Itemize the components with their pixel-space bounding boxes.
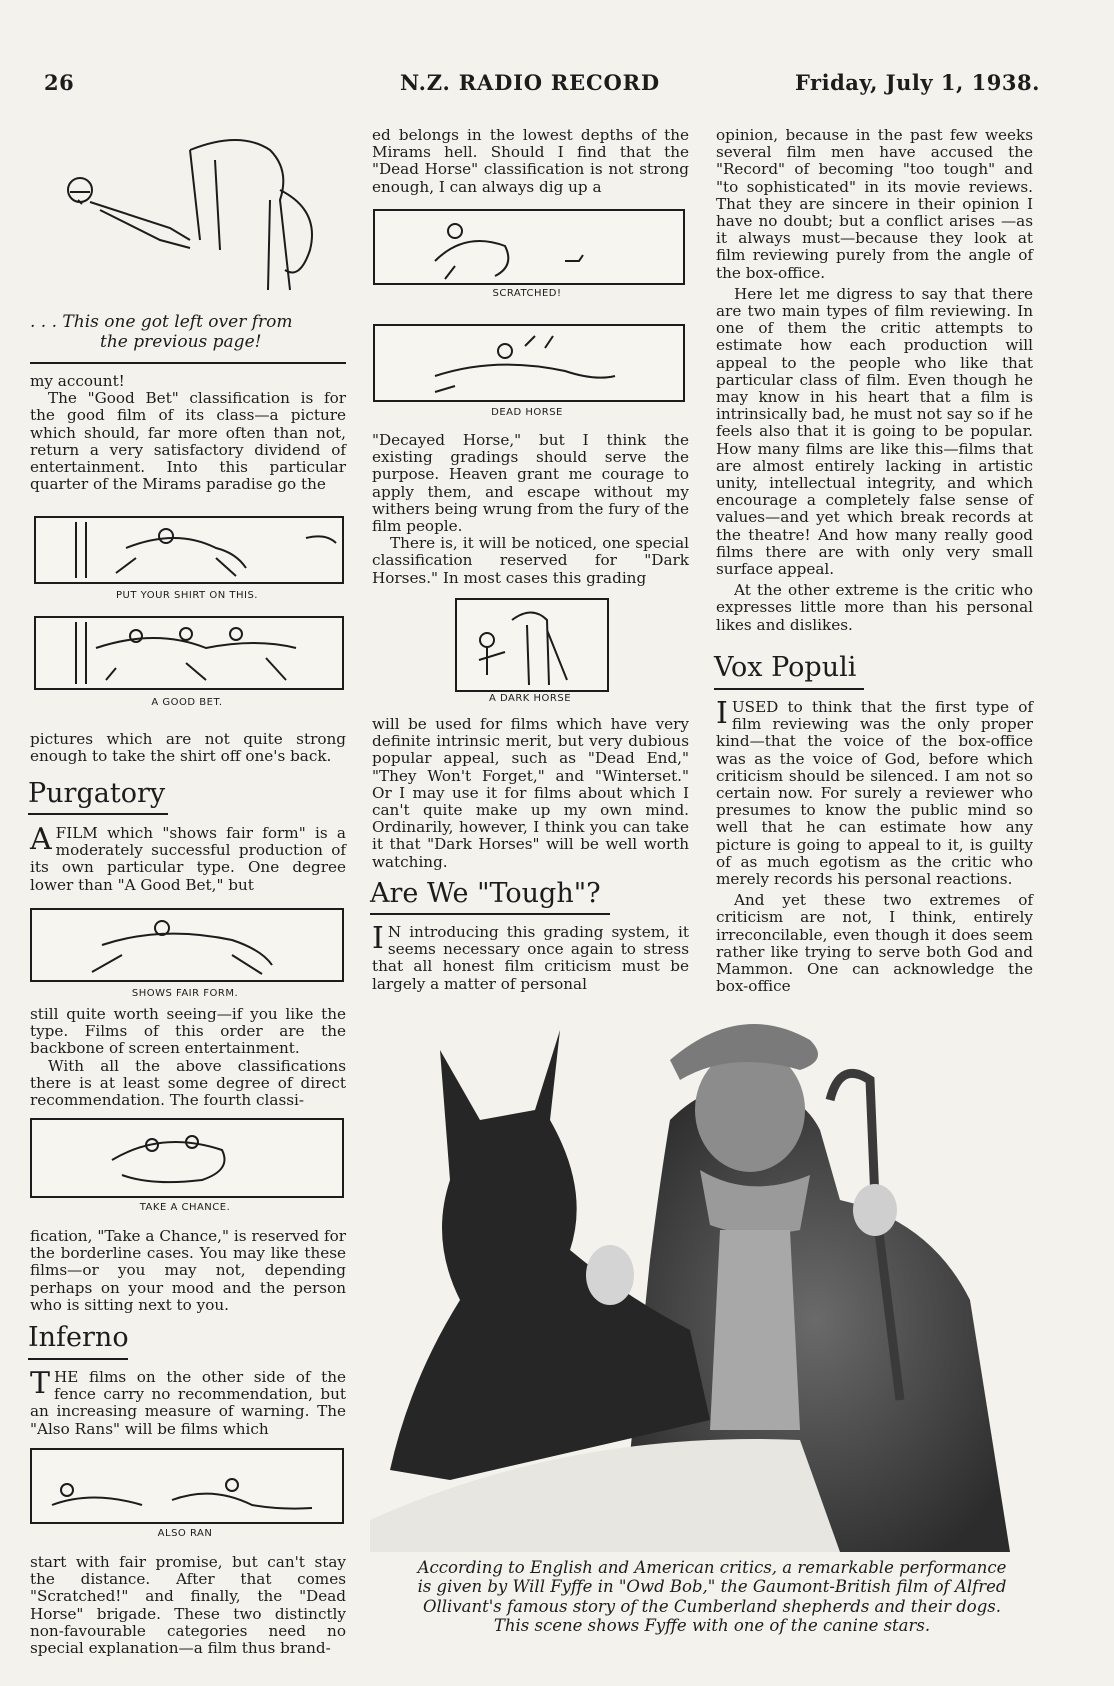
col3-p2: Here let me digress to say that there are two main types of film reviewing. In one of them the critic attempts to estimate how each production will appeal to the people who like that particular class of film. Even though he may know in his heart that a film is intrinsically bad, he must not say so if he feels also that it is going to be popular. How many films are like this—films that are almost entirely lacking in artistic unity, intellectual integrity, and which encourage a completely false sense of values—and yet which break records at the theatre! And how many really good films there are with only very small surface appeal. — [716, 284, 1033, 579]
cartoon-scratched — [373, 209, 685, 285]
col2-text-b — [372, 432, 689, 587]
heading-purgatory: Purgatory — [28, 778, 166, 809]
col2-p1: ed belongs in the lowest depths of the Mirams hell. Should I find that the "Dead Horse" classification is not strong enough, I can always dig up a — [372, 126, 689, 196]
vox-drop-cap: I — [716, 696, 728, 731]
cartoon-fair-form — [30, 908, 344, 982]
heading-vox-populi: Vox Populi — [714, 652, 857, 683]
top-cartoon-caption-2: the previous page! — [100, 332, 262, 352]
col2-p3: There is, it will be noticed, one special classification reserved for "Dark Horses." In most cases this grading — [372, 534, 689, 587]
cartoon-dead-horse-caption: DEAD HORSE — [491, 407, 563, 418]
cartoon-take-chance — [30, 1118, 344, 1198]
caption-rule — [30, 362, 346, 364]
col3-text-a — [716, 127, 1033, 634]
heading-vox-rule — [714, 688, 864, 690]
publication-title: N.Z. RADIO RECORD — [400, 70, 660, 95]
col3-p1: opinion, because in the past few weeks several film men have accused the "Record" of becoming "too tough" and "to sophisticated" in its movie reviews. That they are sincere in their opinion I have no doubt; but a conflict arises —as it always must—because they look at film reviewing purely from the angle of the box-office. — [716, 126, 1033, 282]
cartoon-good-bet — [34, 616, 344, 690]
inferno-body: HE films on the other side of the fence carry no recommendation, but an increasing measure of warning. The "Also Rans" will be films which — [30, 1368, 346, 1438]
cartoon-also-ran — [30, 1448, 344, 1524]
cartoon-shirt — [34, 516, 344, 584]
col1-p1: my account! — [30, 372, 125, 390]
col2-tough-text — [372, 921, 689, 993]
col1-text-b — [30, 731, 346, 765]
cartoon-good-bet-caption: A GOOD BET. — [151, 697, 223, 708]
heading-inferno: Inferno — [28, 1322, 129, 1353]
issue-date: Friday, July 1, 1938. — [795, 70, 1040, 95]
col2-text-a — [372, 127, 689, 196]
photo-fyffe-with-dog — [370, 1000, 1040, 1552]
col1-inferno-text — [30, 1366, 346, 1438]
page-number: 26 — [44, 70, 75, 95]
col1-p2: The "Good Bet" classification is for the good film of its class—a picture which should, far more often than not, return a very satisfactory dividend of entertainment. Into this particular quarter of the Mirams paradise go the — [30, 389, 346, 494]
col1-text-a — [30, 373, 346, 493]
inferno-drop-cap: T — [30, 1366, 51, 1401]
tough-body: N introducing this grading system, it seems necessary once again to stress that all honest film criticism must be largely a matter of personal — [372, 923, 689, 993]
cartoon-take-chance-caption: TAKE A CHANCE. — [139, 1202, 231, 1213]
top-cartoon-caption-1: . . . This one got left over from — [30, 312, 293, 332]
photo-caption: According to English and American critics, a remarkable performance is given by Will Fyffe in "Owd Bob," the Gaumont-British film of Alfred Ollivant's famous story of the Cumberland shepherds and their dogs. This scene shows Fyffe with one of the canine stars. — [417, 1558, 1007, 1636]
cartoon-shirt-caption: PUT YOUR SHIRT ON THIS. — [116, 590, 258, 601]
top-cartoon-illustration — [40, 130, 340, 295]
purgatory-drop-cap: A — [30, 822, 52, 857]
cartoon-dark-horse-caption: A DARK HORSE — [488, 693, 572, 704]
cartoon-dead-horse — [373, 324, 685, 402]
col1-text-c — [30, 1006, 346, 1109]
col2-text-c — [372, 716, 689, 871]
col3-p3: At the other extreme is the critic who expresses little more than his personal likes and dislikes. — [716, 581, 1033, 634]
col1-p7: start with fair promise, but can't stay the distance. After that comes "Scratched!" and finally, the "Dead Horse" brigade. These two distinctly non-favourable categories need no special explanation—a film thus brand- — [30, 1553, 346, 1658]
tough-drop-cap: I — [372, 921, 384, 956]
col1-text-e — [30, 1554, 346, 1657]
col1-p5: With all the above classifications there is at least some degree of direct recommendation. The fourth classi- — [30, 1056, 346, 1110]
heading-tough: Are We "Tough"? — [370, 878, 601, 909]
col1-p3: pictures which are not quite strong enough to take the shirt off one's back. — [30, 730, 346, 766]
cartoon-also-ran-caption: ALSO RAN — [157, 1528, 213, 1539]
col3-vox-text — [716, 696, 1033, 996]
col1-text-d — [30, 1228, 346, 1314]
cartoon-fair-form-caption: SHOWS FAIR FORM. — [131, 988, 239, 999]
heading-tough-rule — [370, 913, 610, 915]
heading-inferno-rule — [28, 1358, 128, 1360]
col1-purgatory-text — [30, 822, 346, 894]
col1-p4: still quite worth seeing—if you like the type. Films of this order are the backbone of screen entertainment. — [30, 1005, 346, 1058]
cartoon-scratched-caption: SCRATCHED! — [492, 288, 562, 299]
col2-p2: "Decayed Horse," but I think the existing gradings should serve the purpose. Heaven grant me courage to apply them, and escape without my withers being wrung from the fury of the film people. — [372, 431, 689, 536]
vox-body: USED to think that the first type of film reviewing was the only proper kind—that the voice of the box-office was as the voice of God, before which criticism should be silenced. I am not so certain now. For surely a reviewer who presumes to know the public mind so well that he can estimate how any picture is going to appeal to it, is guilty of as much egotism as the critic who merely records his personal reactions. — [716, 698, 1033, 889]
cartoon-dark-horse — [455, 598, 609, 692]
purgatory-body: FILM which "shows fair form" is a moderately successful production of its own particular type. One degree lower than "A Good Bet," but — [30, 824, 346, 894]
col1-p6: fication, "Take a Chance," is reserved for the borderline cases. You may like these films—or you may not, depending perhaps on your mood and the person who is sitting next to you. — [30, 1227, 346, 1314]
col3-p4: And yet these two extremes of criticism are not, I think, entirely irreconcilable, even though it does seem rather like trying to serve both God and Mammon. One can acknowledge the box-office — [716, 891, 1033, 996]
heading-purgatory-rule — [28, 813, 168, 815]
col2-p4: will be used for films which have very definite intrinsic merit, but very dubious popular appeal, such as "Dead End," "They Won't Forget," and "Winterset." Or I may use it for films about which I can't quite make up my own mind. Ordinarily, however, I think you can take it that "Dark Horses" will be well worth watching. — [372, 715, 689, 871]
